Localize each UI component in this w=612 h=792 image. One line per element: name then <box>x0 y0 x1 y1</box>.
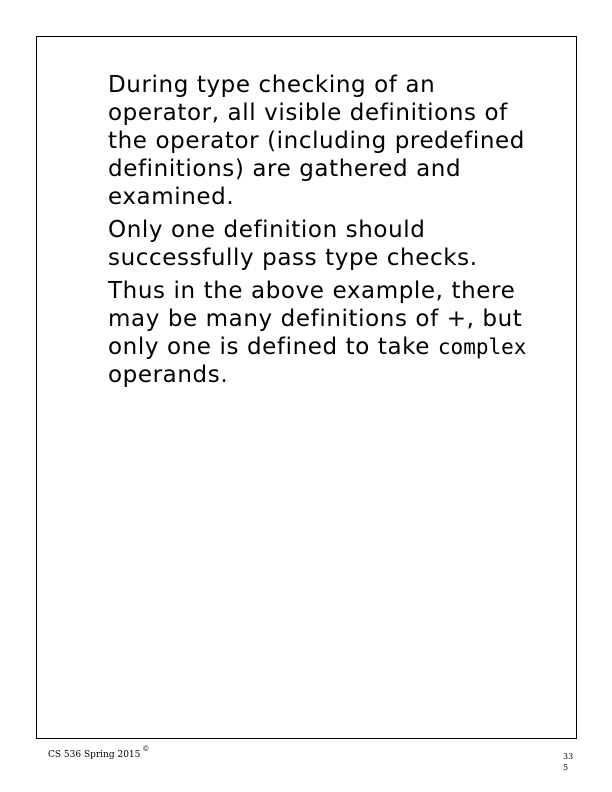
page-number-line-1: 33 <box>563 752 574 761</box>
slide-body <box>108 71 548 394</box>
page-number-line-2: 5 <box>563 763 569 772</box>
paragraph-one-definition: Only one definition should successfully pass type checks. <box>108 217 478 271</box>
paragraph-example-tail: operands. <box>108 362 229 388</box>
code-keyword: complex <box>437 335 527 359</box>
page-number <box>563 751 577 773</box>
paragraph-example-text: Thus in the above example, there may be many definitions of +, but only one is defined to take <box>108 278 523 360</box>
footer-course <box>48 745 150 760</box>
course-label: CS 536 Spring 2015 <box>48 750 141 760</box>
paragraph-example <box>108 277 548 389</box>
copyright-symbol: © <box>142 745 150 753</box>
paragraph-type-checking: During type checking of an operator, all visible definitions of the operator (including predefined definitions) are gathered and examined. <box>108 72 525 210</box>
